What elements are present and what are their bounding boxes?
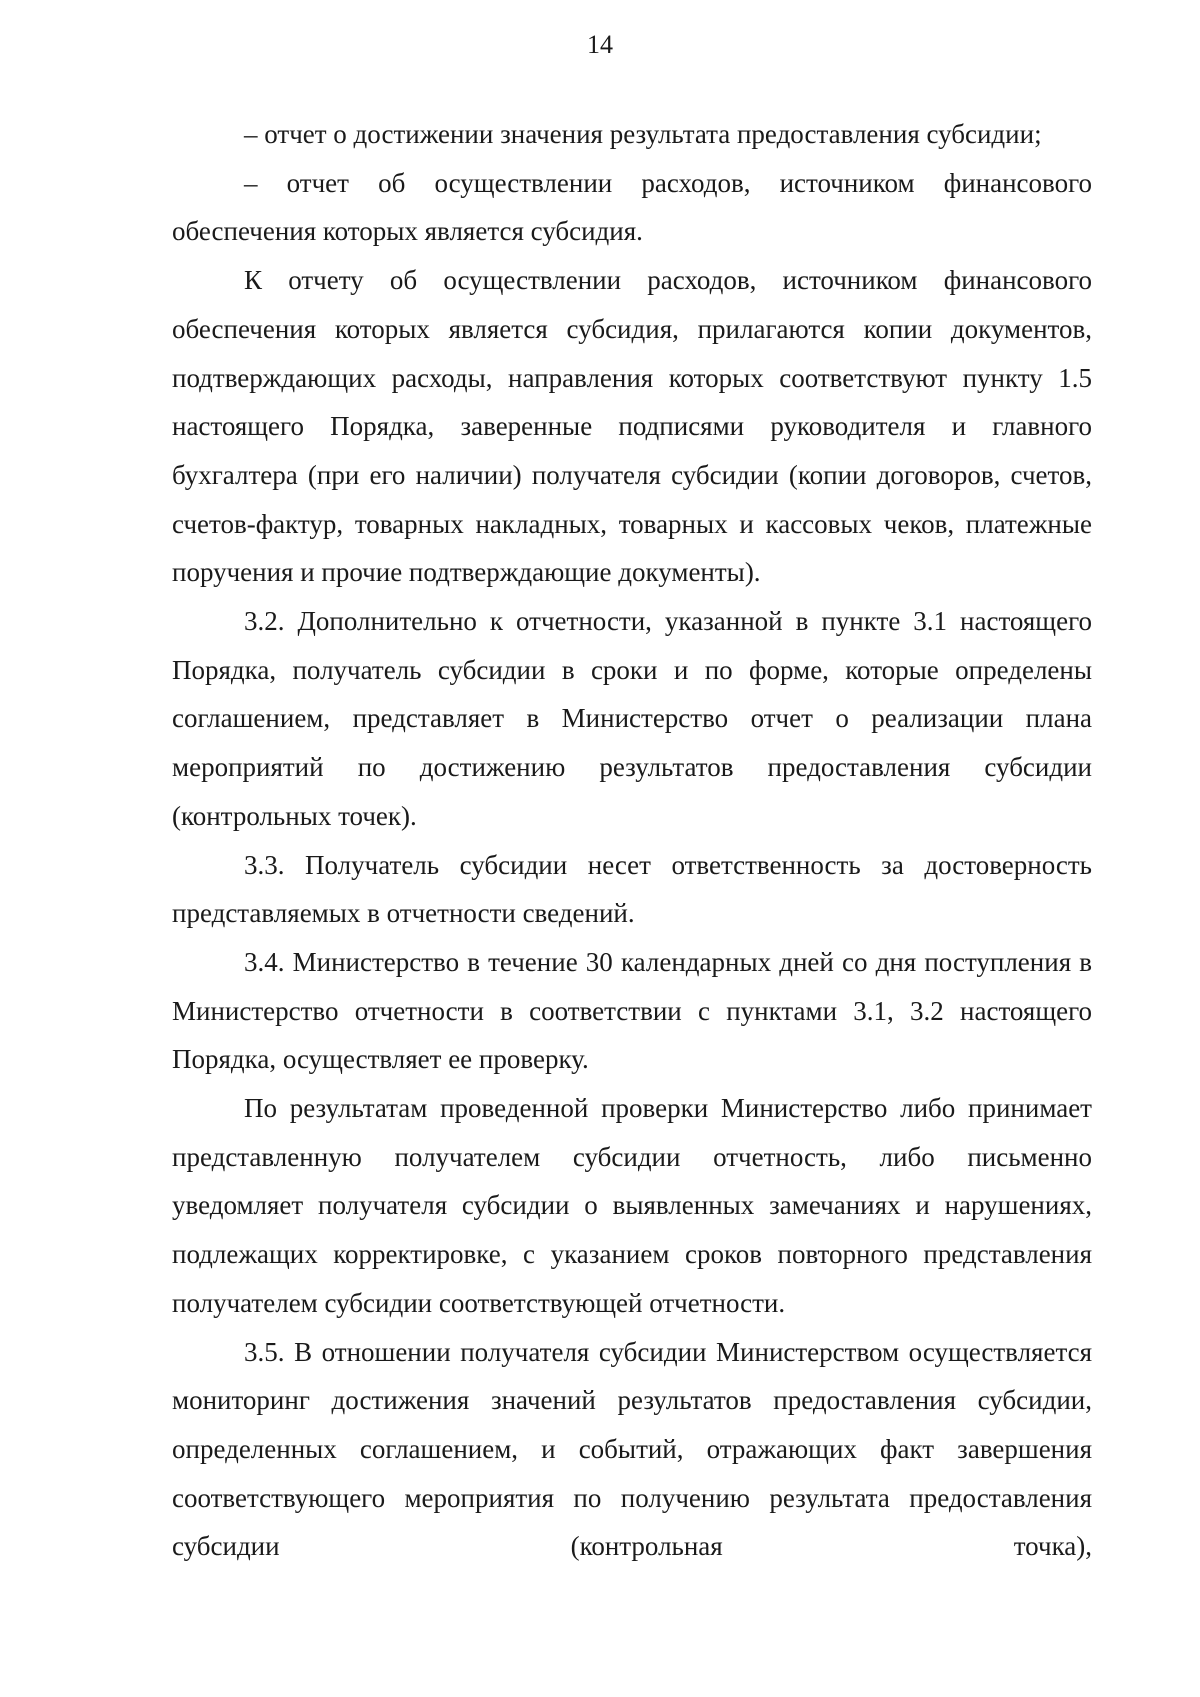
paragraph-3-2: 3.2. Дополнительно к отчетности, указанной в пункте 3.1 настоящего Порядка, получатель субсидии в сроки и по форме, которые определены соглашением, представляет в Министерство отчет о реализации плана мероприятий по достижению результатов предоставления субсидии (контрольных точек). [172,606,1092,831]
paragraph-report-expenses: – отчет об осуществлении расходов, источником финансового обеспечения которых является субсидия. [172,167,1092,247]
paragraph-report-result: – отчет о достижении значения результата предоставления субсидии; [244,119,1042,149]
page-number: 14 [587,30,613,59]
document-body [172,110,1092,1571]
paragraph-3-4: 3.4. Министерство в течение 30 календарных дней со дня поступления в Министерство отчетности в соответствии с пунктами 3.1, 3.2 настоящего Порядка, осуществляет ее проверку. [172,946,1092,1075]
paragraph-3-5: 3.5. В отношении получателя субсидии Министерством осуществляется мониторинг достижения значений результатов предоставления субсидии, определенных соглашением, и событий, отражающих факт завершения соответствующего мероприятия по получению результата предоставления субсидии (контрольная точка), [172,1336,1092,1562]
paragraph-expense-documents: К отчету об осуществлении расходов, источником финансового обеспечения которых является субсидия, прилагаются копии документов, подтверждающих расходы, направления которых соответствуют пункту 1.5 настоящего Порядка, заверенные подписями руководителя и главного бухгалтера (при его наличии) получателя субсидии (копии договоров, счетов, счетов-фактур, товарных накладных, товарных и кассовых чеков, платежные поручения и прочие подтверждающие документы). [172,265,1092,588]
paragraph-3-3: 3.3. Получатель субсидии несет ответственность за достоверность представляемых в отчетности сведений. [172,849,1092,929]
paragraph-check-results: По результатам проведенной проверки Министерство либо принимает представленную получателем субсидии отчетность, либо письменно уведомляет получателя субсидии о выявленных замечаниях и нарушениях, подлежащих корректировке, с указанием сроков повторного представления получателем субсидии соответствующей отчетности. [172,1093,1092,1318]
